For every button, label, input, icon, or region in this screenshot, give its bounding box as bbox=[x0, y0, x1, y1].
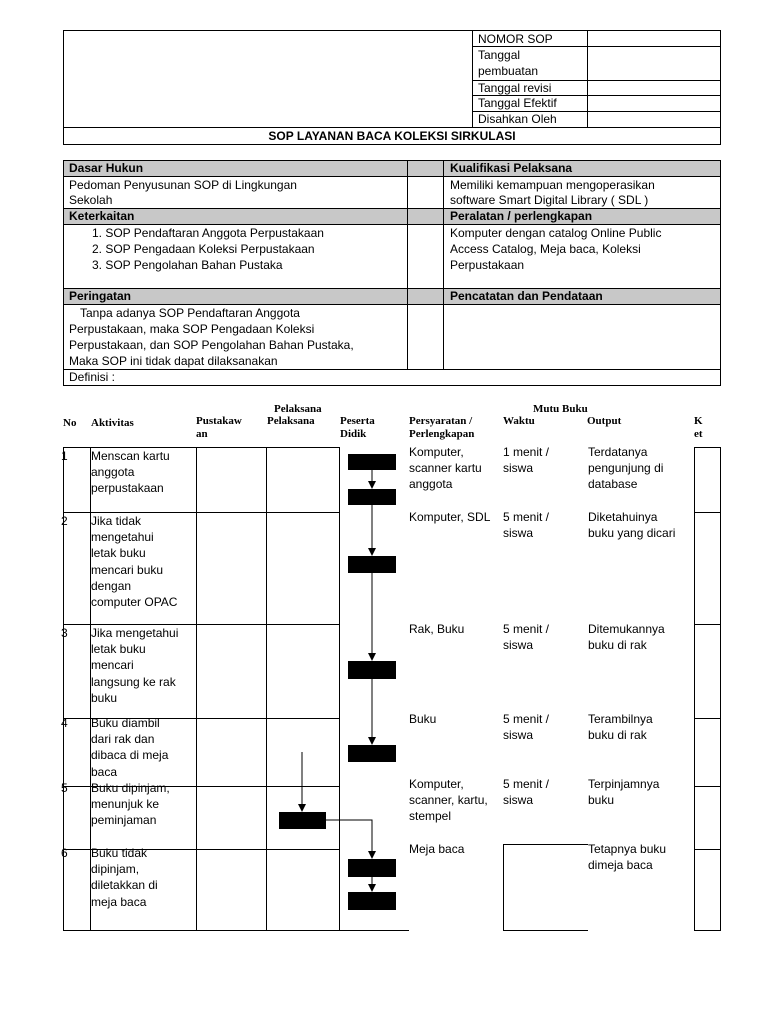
row-waktu: siswa bbox=[503, 461, 534, 476]
row-aktivitas: Buku diambil bbox=[91, 716, 160, 730]
row-output: pengunjung di bbox=[588, 461, 664, 476]
row-output: dimeja baca bbox=[588, 858, 653, 873]
definisi-label: Definisi : bbox=[69, 370, 116, 384]
row-waktu: siswa bbox=[503, 638, 534, 653]
row-aktivitas: langsung ke rak bbox=[91, 674, 176, 689]
row-aktivitas: mencari bbox=[91, 658, 134, 673]
pelaksana-group-heading: Pelaksana bbox=[274, 403, 322, 415]
row-output: Diketahuinya bbox=[588, 510, 658, 524]
kualifikasi-heading: Kualifikasi Pelaksana bbox=[450, 161, 573, 175]
row-persyaratan: anggota bbox=[409, 477, 453, 492]
row-waktu: 5 menit / bbox=[503, 777, 550, 791]
row-waktu: siswa bbox=[503, 526, 534, 541]
row-aktivitas: dipinjam, bbox=[91, 862, 140, 877]
nomor-sop-label: NOMOR SOP bbox=[478, 32, 553, 46]
row-output: Tetapnya buku bbox=[588, 842, 667, 856]
row-number: 2 bbox=[61, 514, 68, 528]
row-number: 6 bbox=[61, 846, 68, 860]
peralatan-heading: Peralatan / perlengkapan bbox=[450, 209, 593, 223]
row-waktu: 5 menit / bbox=[503, 712, 550, 726]
process-box bbox=[348, 556, 396, 573]
tanggal-pembuatan-label-2: pembuatan bbox=[478, 64, 539, 78]
row-aktivitas: dari rak dan bbox=[91, 732, 155, 747]
kualifikasi-text: Memiliki kemampuan mengoperasikan bbox=[450, 178, 655, 192]
pencatatan-heading: Pencatatan dan Pendataan bbox=[450, 289, 603, 303]
row-persyaratan: Komputer, bbox=[409, 445, 464, 459]
row-persyaratan: stempel bbox=[409, 809, 452, 824]
row-waktu: 5 menit / bbox=[503, 622, 550, 636]
row-aktivitas: dibaca di meja bbox=[91, 748, 169, 763]
peringatan-text-3: Perpustakaan, dan SOP Pengolahan Bahan Pustaka, bbox=[69, 338, 354, 352]
row-waktu: 5 menit / bbox=[503, 510, 550, 524]
col-peserta-didik-2: Didik bbox=[340, 428, 367, 440]
col-pustakawan-2: an bbox=[196, 428, 208, 440]
col-pelaksana: Pelaksana bbox=[267, 415, 315, 427]
row-aktivitas: Menscan kartu bbox=[91, 449, 170, 463]
col-no: No bbox=[63, 417, 77, 429]
row-persyaratan: Komputer, SDL bbox=[409, 510, 491, 524]
row-persyaratan: scanner, kartu, bbox=[409, 793, 488, 808]
dasar-hukum-heading: Dasar Hukun bbox=[69, 161, 144, 175]
row-persyaratan: Buku bbox=[409, 712, 437, 726]
row-persyaratan: Rak, Buku bbox=[409, 622, 465, 636]
row-aktivitas: meja baca bbox=[91, 894, 147, 909]
row-aktivitas: letak buku bbox=[91, 642, 146, 657]
row-output: buku yang dicari bbox=[588, 526, 676, 541]
dasar-hukum-text: Pedoman Penyusunan SOP di Lingkungan bbox=[69, 178, 297, 192]
process-box bbox=[348, 859, 396, 877]
row-aktivitas: Buku dipinjam, bbox=[91, 781, 170, 795]
mutu-buku-group-heading: Mutu Buku bbox=[533, 403, 588, 415]
process-box bbox=[279, 812, 326, 829]
col-persyaratan-2: Perlengkapan bbox=[409, 428, 475, 440]
page-title: SOP LAYANAN BACA KOLEKSI SIRKULASI bbox=[268, 129, 516, 143]
tanggal-revisi-label: Tanggal revisi bbox=[478, 81, 552, 95]
col-ket: K bbox=[694, 415, 703, 427]
keterkaitan-item: 1. SOP Pendaftaran Anggota Perpustakaan bbox=[92, 226, 324, 240]
row-aktivitas: peminjaman bbox=[91, 813, 157, 828]
row-aktivitas: diletakkan di bbox=[91, 878, 158, 893]
keterkaitan-item: 3. SOP Pengolahan Bahan Pustaka bbox=[92, 258, 283, 272]
row-aktivitas: baca bbox=[91, 764, 118, 779]
row-output: Terambilnya bbox=[588, 712, 653, 726]
col-persyaratan: Persyaratan / bbox=[409, 415, 473, 427]
col-waktu: Waktu bbox=[503, 415, 535, 427]
peralatan-text-3: Perpustakaan bbox=[450, 258, 525, 272]
process-box bbox=[348, 661, 396, 679]
row-persyaratan: Komputer, bbox=[409, 777, 464, 791]
row-output: buku di rak bbox=[588, 728, 647, 743]
row-aktivitas: computer OPAC bbox=[91, 595, 178, 609]
row-aktivitas: dengan bbox=[91, 578, 132, 593]
row-number: 1 bbox=[61, 449, 68, 463]
tanggal-efektif-label: Tanggal Efektif bbox=[478, 96, 557, 110]
row-output: Terdatanya bbox=[588, 445, 648, 459]
process-box bbox=[348, 892, 396, 910]
row-aktivitas: mencari buku bbox=[91, 562, 164, 577]
row-waktu: siswa bbox=[503, 728, 534, 743]
row-waktu: 1 menit / bbox=[503, 445, 550, 459]
row-output: Ditemukannya bbox=[588, 622, 665, 636]
row-persyaratan: Meja baca bbox=[409, 842, 465, 856]
row-aktivitas: menunjuk ke bbox=[91, 797, 160, 812]
row-aktivitas: Buku tidak bbox=[91, 846, 148, 860]
peringatan-text-4: Maka SOP ini tidak dapat dilaksanakan bbox=[69, 354, 278, 368]
row-aktivitas: buku bbox=[91, 690, 118, 705]
process-box bbox=[348, 745, 396, 762]
col-aktivitas: Aktivitas bbox=[91, 417, 134, 429]
peringatan-heading: Peringatan bbox=[69, 289, 132, 303]
row-number: 3 bbox=[61, 626, 68, 640]
flow-arrow bbox=[326, 820, 372, 858]
row-number: 4 bbox=[61, 716, 68, 730]
row-aktivitas: mengetahui bbox=[91, 530, 154, 545]
row-aktivitas: Jika mengetahui bbox=[91, 626, 179, 640]
row-output: buku di rak bbox=[588, 638, 647, 653]
disahkan-oleh-label: Disahkan Oleh bbox=[478, 112, 557, 126]
col-pustakawan: Pustakaw bbox=[196, 415, 242, 427]
row-output: buku bbox=[588, 793, 615, 808]
row-persyaratan: scanner kartu bbox=[409, 461, 482, 476]
peringatan-text: Tanpa adanya SOP Pendaftaran Anggota bbox=[80, 306, 300, 320]
tanggal-pembuatan-label: Tanggal bbox=[478, 48, 521, 62]
row-waktu: siswa bbox=[503, 793, 534, 808]
row-output: database bbox=[588, 477, 638, 492]
keterkaitan-item: 2. SOP Pengadaan Koleksi Perpustakaan bbox=[92, 242, 315, 256]
dasar-hukum-text-2: Sekolah bbox=[69, 193, 113, 207]
col-peserta-didik: Peserta bbox=[340, 415, 375, 427]
keterkaitan-heading: Keterkaitan bbox=[69, 209, 135, 223]
process-box bbox=[348, 489, 396, 505]
row-number: 5 bbox=[61, 781, 68, 795]
row-aktivitas: perpustakaan bbox=[91, 481, 164, 496]
col-ket-2: et bbox=[694, 428, 703, 440]
row-output: Terpinjamnya bbox=[588, 777, 660, 791]
peralatan-text: Komputer dengan catalog Online Public bbox=[450, 226, 662, 240]
process-box bbox=[348, 454, 396, 470]
peralatan-text-2: Access Catalog, Meja baca, Koleksi bbox=[450, 242, 641, 256]
row-aktivitas: Jika tidak bbox=[91, 514, 142, 528]
row-aktivitas: letak buku bbox=[91, 546, 146, 561]
col-output: Output bbox=[587, 415, 622, 427]
peringatan-text-2: Perpustakaan, maka SOP Pengadaan Koleksi bbox=[69, 322, 315, 336]
kualifikasi-text-2: software Smart Digital Library ( SDL ) bbox=[450, 193, 649, 207]
row-aktivitas: anggota bbox=[91, 465, 135, 480]
